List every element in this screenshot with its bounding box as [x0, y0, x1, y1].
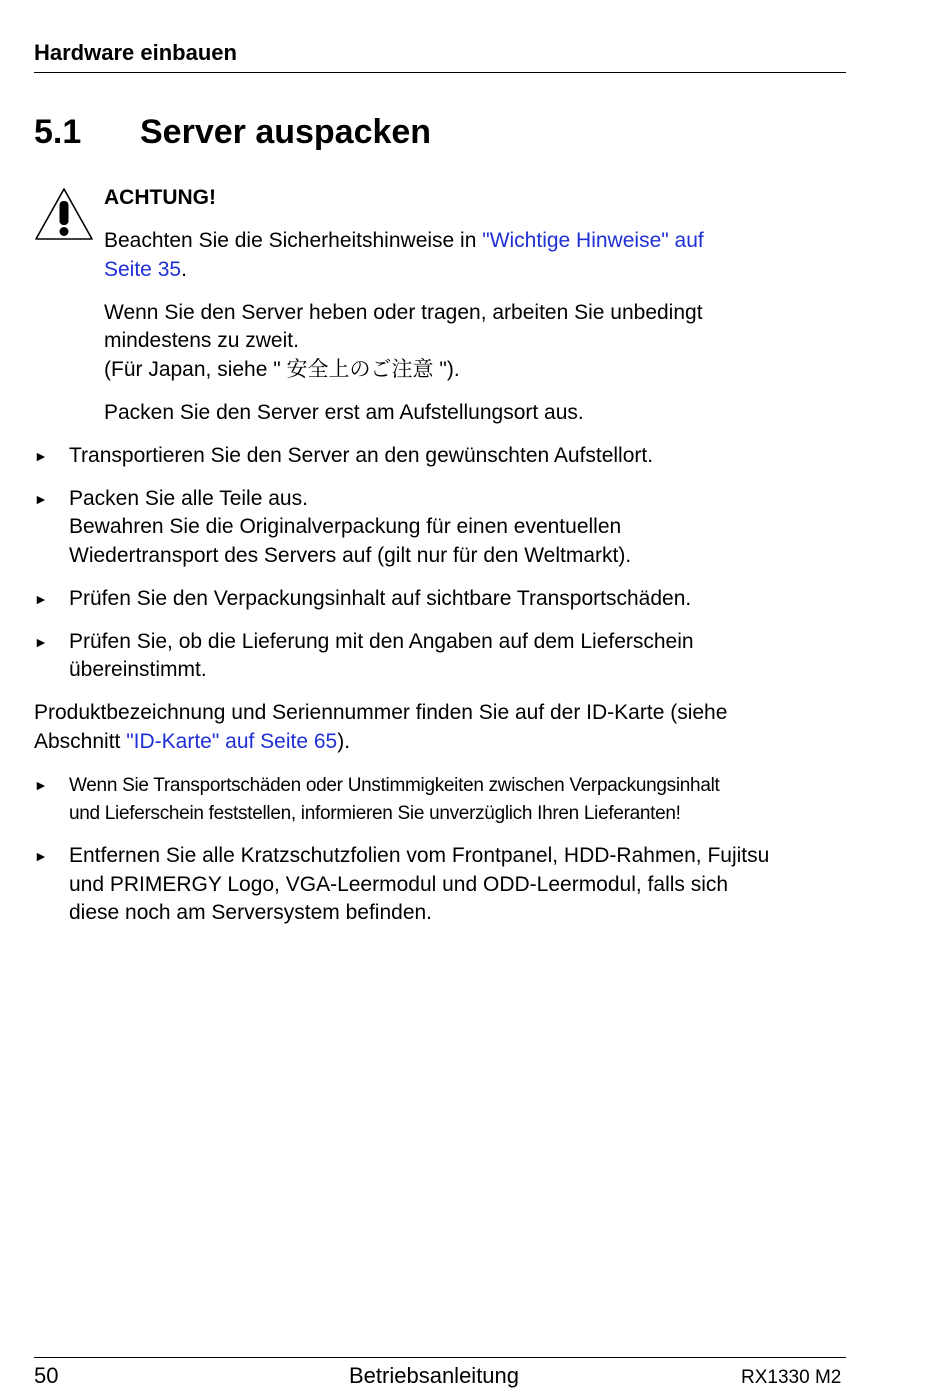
warning-p2-line1: Wenn Sie den Server heben oder tragen, arbeiten Sie unbedingt: [104, 301, 703, 324]
bullet-arrow-icon: ►: [34, 848, 48, 864]
warning-paragraph-3: Packen Sie den Server erst am Aufstellungsort aus.: [104, 401, 584, 424]
step-5-line1: Wenn Sie Transportschäden oder Unstimmigkeiten zwischen Verpackungsinhalt: [69, 775, 720, 796]
page-number: 50: [34, 1363, 59, 1388]
link-seite-35[interactable]: Seite 35: [104, 258, 182, 281]
step-2-line1: Packen Sie alle Teile aus.: [69, 487, 308, 510]
footer-model: RX1330 M2: [741, 1367, 842, 1388]
warning-paragraph-1-cont: [104, 256, 187, 285]
bullet-arrow-icon: ►: [34, 591, 48, 607]
info-line2-pre: Abschnitt: [34, 730, 127, 753]
warning-triangle-icon: [33, 186, 95, 242]
step-4-line2: übereinstimmt.: [69, 658, 207, 681]
warning-p1-text: Beachten Sie die Sicherheitshinweise in: [104, 229, 483, 252]
footer-document-title: Betriebsanleitung: [349, 1363, 520, 1388]
step-2-line3: Wiedertransport des Servers auf (gilt nur für den Weltmarkt).: [69, 544, 632, 567]
step-4-line1: Prüfen Sie, ob die Lieferung mit den Angaben auf dem Lieferschein: [69, 630, 694, 653]
step-1-line1: Transportieren Sie den Server an den gewünschten Aufstellort.: [69, 444, 654, 467]
link-wichtige-hinweise[interactable]: "Wichtige Hinweise" auf: [482, 229, 704, 252]
warning-p2-line3: (Für Japan, siehe " 安全上のご注意 ").: [104, 358, 460, 381]
step-6-line3: diese noch am Serversystem befinden.: [69, 901, 433, 924]
bullet-arrow-icon: ►: [34, 634, 48, 650]
bullet-arrow-icon: ►: [34, 491, 48, 507]
warning-p2-line2: mindestens zu zweit.: [104, 329, 299, 352]
section-number: 5.1: [34, 113, 82, 151]
footer-rule: [34, 1357, 846, 1358]
warning-paragraph-1: [104, 227, 704, 256]
info-line2-post: ).: [337, 730, 351, 753]
warning-p1-end: .: [181, 258, 187, 281]
bullet-arrow-icon: ►: [34, 777, 48, 793]
step-6-line2: und PRIMERGY Logo, VGA-Leermodul und ODD-Leermodul, falls sich: [69, 873, 729, 896]
header-rule: [34, 72, 846, 73]
section-title: Server auspacken: [140, 113, 432, 151]
step-5-line2: und Lieferschein feststellen, informieren Sie unverzüglich Ihren Lieferanten!: [69, 803, 681, 824]
step-3-line1: Prüfen Sie den Verpackungsinhalt auf sichtbare Transportschäden.: [69, 587, 692, 610]
warning-label: ACHTUNG!: [104, 186, 216, 209]
step-6-line1: Entfernen Sie alle Kratzschutzfolien vom Frontpanel, HDD-Rahmen, Fujitsu: [69, 844, 770, 867]
running-header: Hardware einbauen: [34, 40, 237, 65]
step-2-line2: Bewahren Sie die Originalverpackung für einen eventuellen: [69, 515, 622, 538]
info-line2: [34, 728, 350, 757]
link-id-karte[interactable]: "ID-Karte" auf Seite 65: [126, 730, 338, 753]
bullet-arrow-icon: ►: [34, 448, 48, 464]
info-line1: Produktbezeichnung und Seriennummer finden Sie auf der ID-Karte (siehe: [34, 701, 728, 724]
